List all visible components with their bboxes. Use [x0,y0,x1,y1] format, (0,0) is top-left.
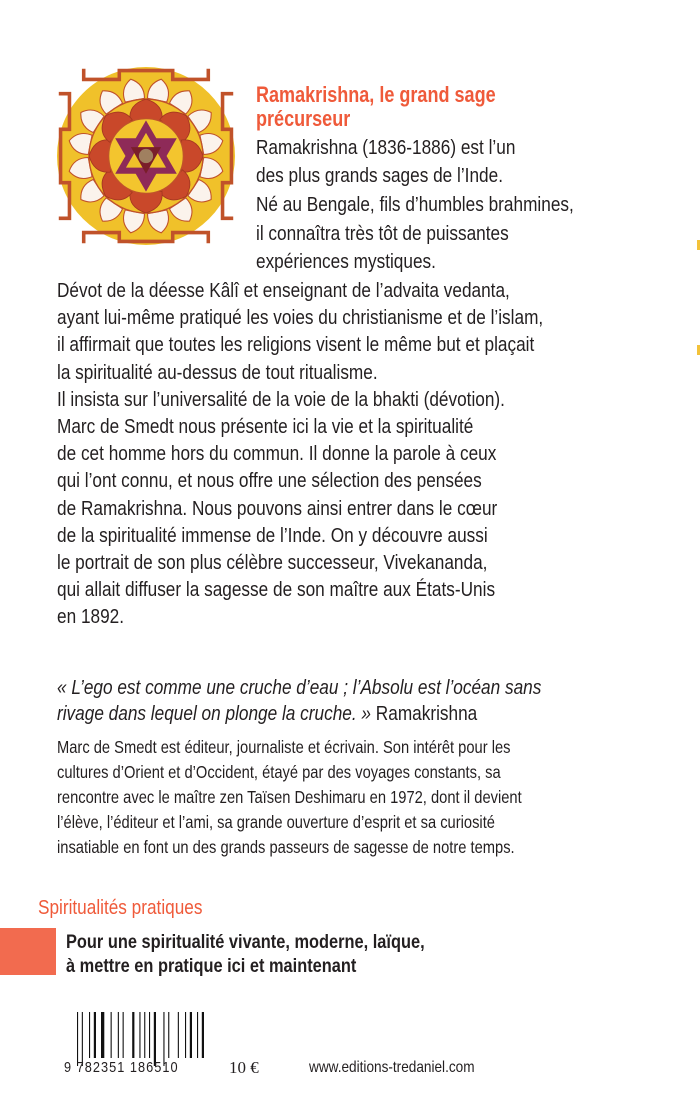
barcode-bar [178,1012,179,1058]
series-accent-block [0,928,56,975]
description-line: de la spiritualité immense de l’Inde. On y découvre aussi [57,523,488,547]
barcode-bar [82,1012,83,1066]
intro-line: expériences mystiques. [256,250,436,273]
intro-line: Né au Bengale, fils d’humbles brahmines, [256,193,574,216]
bio-line: cultures d’Orient et d’Occident, étayé par des voyages constants, sa [57,762,501,782]
series-tagline-1: Pour une spiritualité vivante, moderne, laïque, [66,931,425,953]
book-title-line-1: Ramakrishna, le grand sage [256,82,496,107]
description-line: de Ramakrishna. Nous pouvons ainsi entrer dans le cœur [57,496,498,520]
quote-author: Ramakrishna [375,702,478,725]
description-line: de cet homme hors du commun. Il donne la parole à ceux [57,442,497,466]
description-line: la spiritualité au-dessus de tout ritualisme. [57,360,378,384]
quote-text: rivage dans lequel on plonge la cruche. » [57,702,372,725]
barcode-bar [163,1012,164,1066]
barcode-bar [111,1012,112,1058]
description-line: Marc de Smedt nous présente ici la vie et la spiritualité [57,415,474,438]
barcode-bar [144,1012,145,1058]
quote-line-2 [57,702,477,726]
series-tagline-2: à mettre en pratique ici et maintenant [66,955,357,977]
barcode-bar [89,1012,90,1058]
intro-line: il connaîtra très tôt de puissantes [256,222,509,245]
description-line: Dévot de la déesse Kâlî et enseignant de l’advaita vedanta, [57,279,510,302]
barcode-image [75,1012,205,1066]
description-line: ayant lui-même pratiqué les voies du christianisme et de l’islam, [57,306,544,330]
description-line: qui allait diffuser la sagesse de son maître aux États-Unis [57,578,496,602]
description-line: en 1892. [57,605,125,629]
barcode-bar [77,1012,78,1066]
publisher-url: www.editions-tredaniel.com [309,1059,475,1076]
isbn-number: 9 782351 186510 [64,1059,179,1076]
quote-line-1: « L’ego est comme une cruche d’eau ; l’Absolu est l’océan sans [57,676,542,699]
barcode-bar [149,1012,150,1058]
barcode-bar [168,1012,169,1058]
bio-line: Marc de Smedt est éditeur, journaliste et écrivain. Son intérêt pour les [57,737,511,757]
barcode-bar [197,1012,198,1058]
description-line: le portrait de son plus célèbre successeur, Vivekananda, [57,551,488,574]
barcode-bar [185,1012,186,1058]
series-name: Spiritualités pratiques [38,897,203,919]
description-line: Il insista sur l’universalité de la voie de la bhakti (dévotion). [57,387,505,411]
barcode-bar [123,1012,124,1058]
description-line: il affirmait que toutes les religions visent le même but et plaçait [57,333,535,357]
intro-line: Ramakrishna (1836-1886) est l’un [256,136,516,159]
yantra-mandala-image [57,67,235,245]
barcode-bar [139,1012,140,1058]
barcode-bar [94,1012,96,1058]
book-title-line-2: précurseur [256,106,351,131]
intro-line: des plus grands sages de l’Inde. [256,164,503,187]
bio-line: insatiable en font un des grands passeurs de sagesse de notre temps. [57,837,515,857]
description-line: qui l’ont connu, et nous offre une sélection des pensées [57,469,482,493]
bio-line: l’élève, l’éditeur et l’ami, sa grande ouverture d’esprit et sa curiosité [57,812,495,832]
bio-line: rencontre avec le maître zen Taïsen Deshimaru en 1972, dont il devient [57,787,522,807]
barcode-bar [190,1012,192,1058]
barcode-bar [154,1012,156,1066]
barcode-bar [132,1012,134,1058]
barcode-bar [202,1012,204,1058]
barcode-bar [118,1012,119,1058]
price: 10 € [229,1058,259,1077]
barcode-bar [101,1012,104,1058]
